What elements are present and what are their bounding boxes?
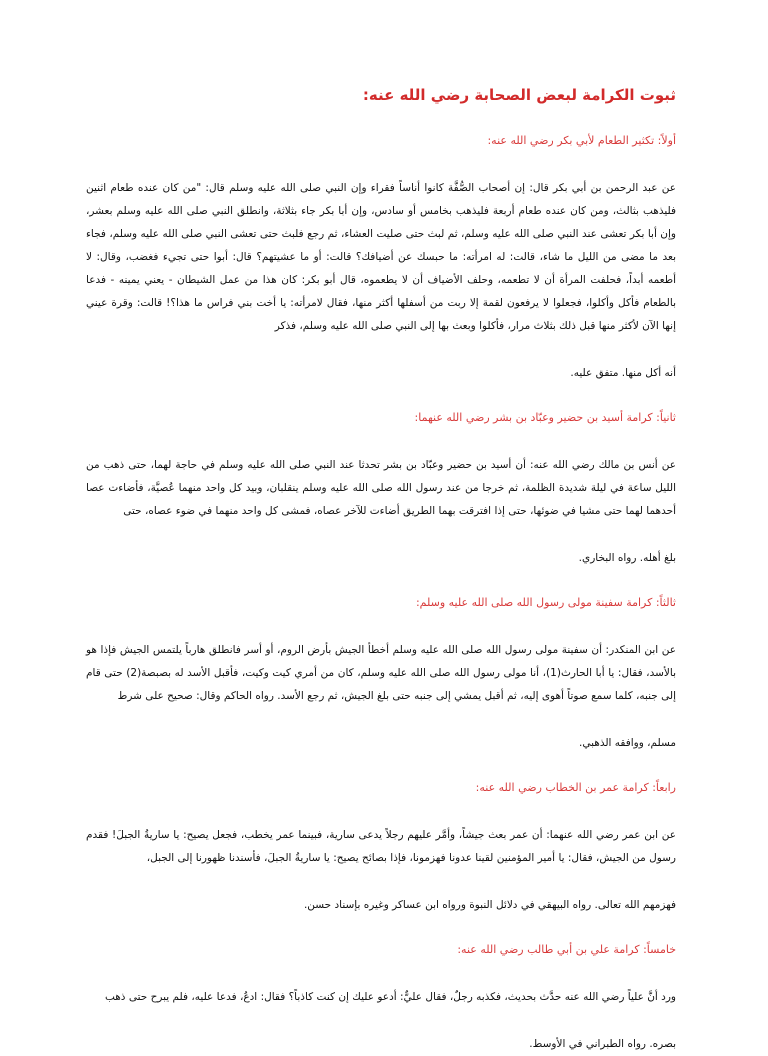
section-heading: رابعاً: كرامة عمر بن الخطاب رضي الله عنه: — [475, 781, 676, 794]
section-2 — [86, 411, 676, 570]
section-1 — [86, 134, 676, 385]
section-body: عن أنس بن مالك رضي الله عنه: أن أسيد بن حضير وعبّاد بن بشر تحدثا عند النبي صلى الله عليه وسلم في حاجة لهما، حتى ذهب من الليل ساعة في ليلة شديدة الظلمة، ثم خرجا من عند رسول الله صلى الله عليه وسلم ينقلبان، وبيد كل واحد منهما عُصيَّة، فأضاءت عصا أحدهما لهما حتى مشيا في ضوئها، حتى إذا افترقت بهما الطريق أضاءت للآخر عصاه، فمشى كل واحد منهما في ضوء عصاه، حتى — [86, 459, 676, 517]
section-tail: أنه أكل منها. متفق عليه. — [570, 367, 676, 379]
section-heading: أولاً: تكثير الطعام لأبي بكر رضي الله عنه: — [487, 134, 676, 147]
section-tail: بصره. رواه الطبراني في الأوسط. — [529, 1038, 676, 1050]
section-heading: خامساً: كرامة علي بن أبي طالب رضي الله عنه: — [457, 943, 676, 956]
section-4 — [86, 781, 676, 917]
section-body: ورد أنَّ علياً رضي الله عنه حدَّث بحديث، فكذبه رجلٌ، فقال عليٌّ: أدعو عليك إن كنت كاذباً؟ فقال: ادعُ، فدعا عليه، فلم يبرح حتى ذهب — [104, 991, 676, 1003]
section-body: عن ابن عمر رضي الله عنهما: أن عمر بعث جيشاً، وأمَّر عليهم رجلاً يدعى سارية، فبينما عمر يخطب، فجعل يصيح: يا ساريةُ الجبلَ! فقدم رسول من الجيش، فقال: يا أمير المؤمنين لقينا عدونا فهزمونا، فإذا بصائح يصيح: يا ساريةُ الجبلَ، فأسندنا ظهورنا إلى الجبل، — [86, 829, 676, 864]
section-tail: بلغ أهله. رواه البخاري. — [578, 552, 676, 564]
section-tail: فهزمهم الله تعالى. رواه البيهقي في دلائل النبوة ورواه ابن عساكر وغيره بإسناد حسن. — [303, 899, 676, 911]
section-body: عن ابن المنكدر: أن سفينة مولى رسول الله صلى الله عليه وسلم أخطأ الجيش بأرض الروم، أو أسر فانطلق هارباً يلتمس الجيش فإذا هو بالأسد، فقال: يا أبا الحارث(1)، أنا مولى رسول الله صلى الله عليه وسلم، كان من أمري كيت وكيت، فأقبل الأسد له بصبصة(2) حتى قام إلى جنبه، كلما سمع صوتاً أهوى إليه، ثم أقبل يمشي إلى جنبه حتى بلغ الجيش، ثم رجع الأسد. رواه الحاكم وقال: صحيح على شرط — [86, 644, 676, 702]
section-heading: ثالثاً: كرامة سفينة مولى رسول الله صلى الله عليه وسلم: — [415, 596, 676, 609]
section-heading: ثانياً: كرامة أسيد بن حضير وعبّاد بن بشر رضي الله عنهما: — [414, 411, 676, 424]
section-5 — [86, 943, 676, 1056]
document-title: ثبوت الكرامة لبعض الصحابة رضي الله عنه: — [362, 86, 676, 104]
section-tail: مسلم، ووافقه الذهبي. — [579, 737, 676, 749]
section-3 — [86, 596, 676, 755]
section-body: عن عبد الرحمن بن أبي بكر قال: إن أصحاب الصُّفَّة كانوا أناساً فقراء وإن النبي صلى الله عليه وسلم قال: "من كان عنده طعام اثنين فليذهب بثالث، ومن كان عنده طعام أربعة فليذهب بخامس أو سادس، وإن أبا بكر جاء بثلاثة، وانطلق النبي صلى الله عليه وسلم بعشر، وإن أبا بكر تعشى عند النبي صلى الله عليه وسلم، ثم لبث حتى صليت العشاء، ثم رجع فلبث حتى تعشى النبي صلى الله عليه وسلم، فجاء بعد ما مضى من الليل ما شاء، قالت: له امرأته: ما حبسك عن أضيافك؟ قالت: أو ما عشيتهم؟ قال: أبوا حتى تجيء فغضب، وقال: لا أطعمه أبداً، فحلفت المرأة أن لا تطعمه، وحلف الأضياف أن لا يطعموه، قال أبو بكر: كان هذا من عمل الشيطان - يعني يمينه - فدعا بالطعام فأكل وأكلوا، فجعلوا لا يرفعون لقمة إلا ربت من أسفلها أكثر منها، فقال لامرأته: يا أخت بني فراس ما هذا؟! قالت: وقرة عيني إنها الآن لأكثر منها قبل ذلك بثلاث مرار، فأكلوا وبعث بها إلى النبي صلى الله عليه وسلم، فذكر — [86, 182, 676, 332]
